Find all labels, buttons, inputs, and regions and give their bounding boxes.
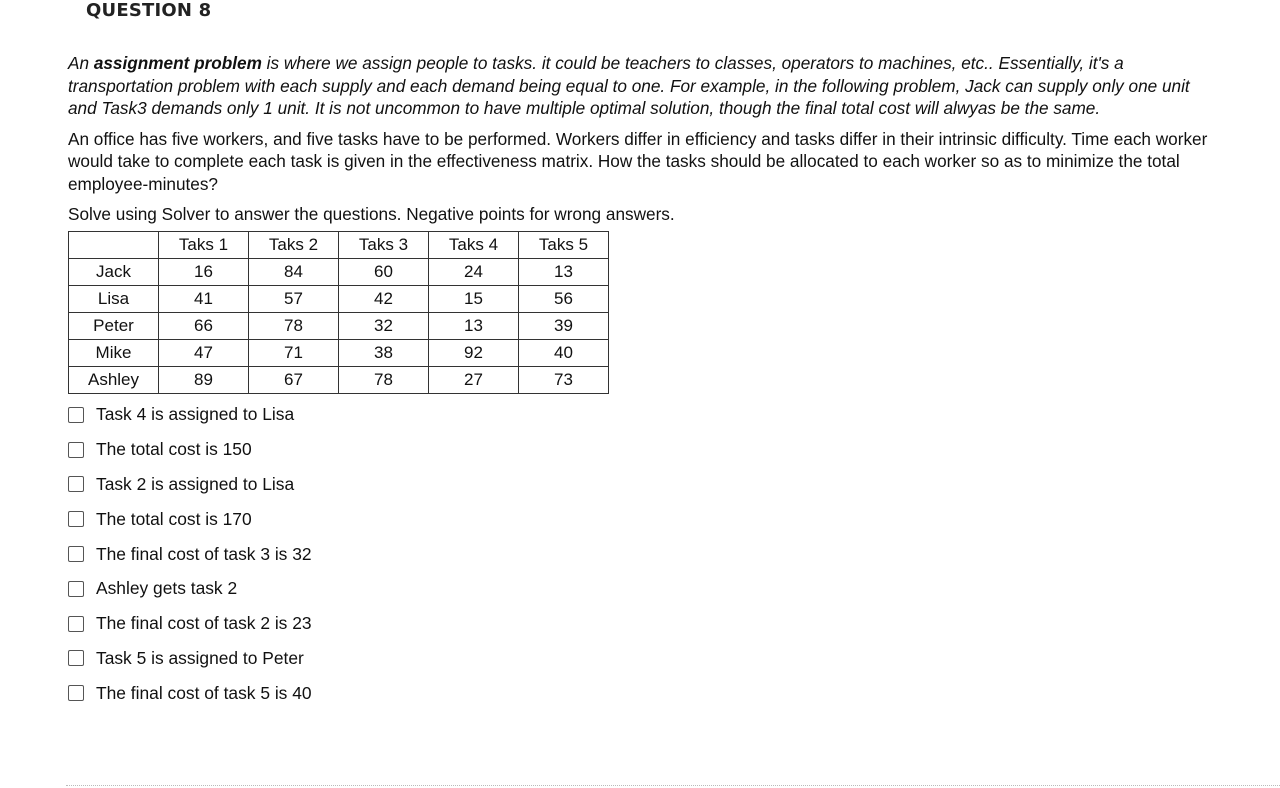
option-checkbox[interactable] (68, 442, 84, 458)
matrix-cell: 67 (249, 366, 339, 393)
intro-rest: is where we assign people to tasks. it could be teachers to classes, operators to machines, etc.. Essentially, it's a transportation problem with each supply and each demand being equal to one. For example, in the following problem, Jack can supply only one unit and Task3 demands only 1 unit. It is not uncommon to have multiple optimal solution, though the final total cost will alwyas be the same. (68, 53, 1190, 118)
matrix-corner-cell (69, 231, 159, 258)
answer-option[interactable] (68, 398, 1208, 433)
answer-option[interactable] (68, 467, 1208, 502)
matrix-cell: 38 (339, 339, 429, 366)
option-checkbox[interactable] (68, 581, 84, 597)
matrix-cell: 73 (519, 366, 609, 393)
answer-option[interactable] (68, 641, 1208, 676)
question-content (68, 52, 1208, 711)
option-label[interactable]: Task 5 is assigned to Peter (96, 647, 304, 668)
matrix-cell: 39 (519, 312, 609, 339)
matrix-cell: 78 (249, 312, 339, 339)
matrix-cell: 84 (249, 258, 339, 285)
worker-name: Lisa (69, 285, 159, 312)
answer-options (68, 398, 1208, 711)
option-checkbox[interactable] (68, 616, 84, 632)
matrix-row (69, 312, 609, 339)
matrix-cell: 47 (159, 339, 249, 366)
worker-name: Jack (69, 258, 159, 285)
matrix-cell: 13 (429, 312, 519, 339)
option-label[interactable]: Ashley gets task 2 (96, 578, 238, 599)
option-checkbox[interactable] (68, 685, 84, 701)
effectiveness-matrix (68, 231, 609, 394)
option-label[interactable]: The final cost of task 5 is 40 (96, 682, 312, 703)
option-label[interactable]: Task 4 is assigned to Lisa (96, 404, 295, 425)
matrix-cell: 41 (159, 285, 249, 312)
worker-name: Peter (69, 312, 159, 339)
intro-bold-term: assignment problem (93, 53, 262, 73)
matrix-cell: 60 (339, 258, 429, 285)
option-label[interactable]: The final cost of task 2 is 23 (96, 613, 312, 634)
column-header: Taks 2 (249, 231, 339, 258)
matrix-row (69, 285, 609, 312)
column-header: Taks 4 (429, 231, 519, 258)
matrix-cell: 57 (249, 285, 339, 312)
matrix-row (69, 366, 609, 393)
matrix-cell: 89 (159, 366, 249, 393)
matrix-row (69, 258, 609, 285)
intro-prefix: An (68, 53, 94, 73)
matrix-cell: 13 (519, 258, 609, 285)
matrix-cell: 24 (429, 258, 519, 285)
option-checkbox[interactable] (68, 511, 84, 527)
column-header: Taks 5 (519, 231, 609, 258)
answer-option[interactable] (68, 571, 1208, 606)
bottom-divider (66, 785, 1280, 786)
matrix-cell: 40 (519, 339, 609, 366)
matrix-cell: 15 (429, 285, 519, 312)
answer-option[interactable] (68, 432, 1208, 467)
matrix-cell: 16 (159, 258, 249, 285)
answer-option[interactable] (68, 502, 1208, 537)
question-title: QUESTION 8 (86, 0, 212, 21)
answer-option[interactable] (68, 676, 1208, 711)
option-checkbox[interactable] (68, 407, 84, 423)
option-label[interactable]: Task 2 is assigned to Lisa (96, 473, 295, 494)
matrix-cell: 78 (339, 366, 429, 393)
column-header: Taks 3 (339, 231, 429, 258)
option-label[interactable]: The total cost is 150 (96, 439, 252, 460)
matrix-row (69, 339, 609, 366)
matrix-cell: 42 (339, 285, 429, 312)
option-checkbox[interactable] (68, 476, 84, 492)
matrix-cell: 71 (249, 339, 339, 366)
problem-description: An office has five workers, and five tasks have to be performed. Workers differ in efficiency and tasks differ in their intrinsic difficulty. Time each worker would take to complete each task is given in the effectiveness matrix. How the tasks should be allocated to each worker so as to minimize the total employee-minutes? (68, 128, 1208, 194)
instruction-text: Solve using Solver to answer the questions. Negative points for wrong answers. (68, 204, 675, 224)
option-checkbox[interactable] (68, 650, 84, 666)
matrix-cell: 66 (159, 312, 249, 339)
worker-name: Ashley (69, 366, 159, 393)
worker-name: Mike (69, 339, 159, 366)
intro-paragraph (68, 52, 1208, 120)
matrix-cell: 27 (429, 366, 519, 393)
matrix-cell: 32 (339, 312, 429, 339)
answer-option[interactable] (68, 537, 1208, 572)
answer-option[interactable] (68, 606, 1208, 641)
matrix-cell: 92 (429, 339, 519, 366)
matrix-header-row (69, 231, 609, 258)
matrix-cell: 56 (519, 285, 609, 312)
column-header: Taks 1 (159, 231, 249, 258)
option-checkbox[interactable] (68, 546, 84, 562)
option-label[interactable]: The final cost of task 3 is 32 (96, 543, 312, 564)
option-label[interactable]: The total cost is 170 (96, 508, 252, 529)
